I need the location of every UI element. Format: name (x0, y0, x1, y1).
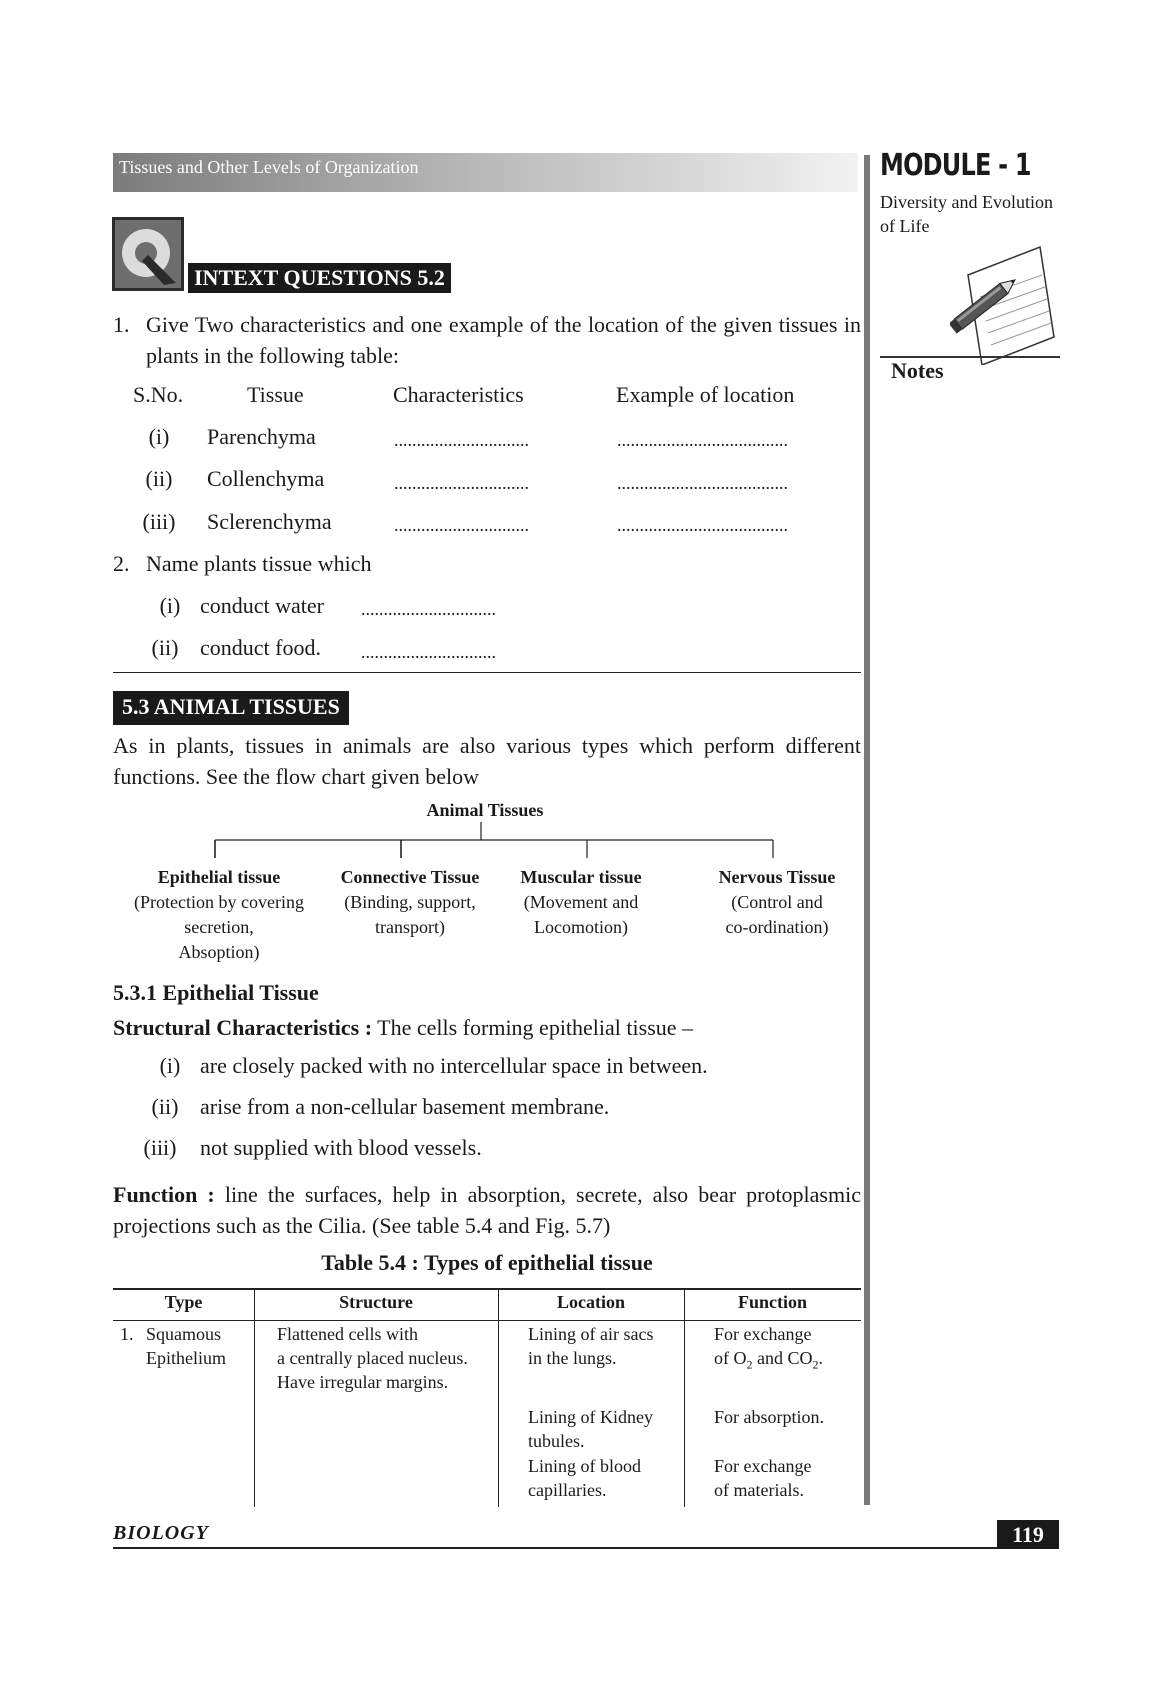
table-column-rule (254, 1289, 255, 1507)
question-1 (113, 309, 861, 371)
branch-desc: Locomotion) (534, 917, 628, 937)
branch-title: Nervous Tissue (718, 867, 836, 887)
section-title: 5.3 ANIMAL TISSUES (113, 691, 349, 725)
col-header-characteristics: Characteristics (393, 382, 524, 407)
answer-blank: ...................................... (617, 515, 788, 535)
branch-desc: secretion, (184, 917, 254, 937)
col-header-sno: S.No. (133, 382, 184, 407)
text-fragment: of O (714, 1348, 747, 1368)
row-tissue: Collenchyma (207, 466, 325, 491)
table-header-function: Function (737, 1292, 807, 1312)
footer-subject: BIOLOGY (113, 1522, 209, 1544)
branch-desc: (Binding, support, (344, 892, 476, 912)
cell-line: Squamous (146, 1324, 222, 1344)
cell-line: Lining of blood (528, 1456, 641, 1476)
section-divider (113, 672, 861, 673)
module-title: MODULE - 1 (880, 148, 1031, 183)
cell-function-3 (714, 1454, 811, 1502)
question-2-number: 2. (113, 551, 130, 576)
text-fragment: . (818, 1348, 823, 1368)
cell-line: a centrally placed nucleus. (277, 1348, 468, 1368)
cell-function-1 (714, 1322, 823, 1377)
flowchart-root: Animal Tissues (426, 800, 544, 820)
cell-type-number: 1. (120, 1324, 134, 1344)
table-header-location: Location (556, 1292, 625, 1312)
structural-label: Structural Characteristics : (113, 1015, 373, 1040)
branch-desc: (Movement and (523, 892, 639, 912)
structural-characteristics (113, 1012, 693, 1043)
subscript: 2 (746, 1357, 753, 1372)
flowchart-branch-epithelial (124, 865, 314, 965)
branch-desc: Absoption) (178, 942, 260, 962)
cell-structure (277, 1322, 468, 1394)
table-header-rule (113, 1320, 861, 1321)
cell-function-2: For absorption. (714, 1407, 824, 1427)
cell-location-2 (528, 1405, 653, 1453)
flowchart-branch-muscular (486, 865, 676, 940)
cell-line: capillaries. (528, 1480, 607, 1500)
cell-line: Lining of air sacs (528, 1324, 654, 1344)
cell-line: Epithelium (146, 1348, 226, 1368)
branch-title: Epithelial tissue (157, 867, 281, 887)
col-header-location: Example of location (616, 382, 795, 407)
point-number: (ii) (151, 1094, 179, 1119)
branch-desc: transport) (375, 917, 445, 937)
q2-item-text: conduct food. (200, 635, 321, 660)
cell-line: For exchange (714, 1456, 812, 1476)
function-label: Function : (113, 1182, 215, 1207)
running-header-title: Tissues and Other Levels of Organization (119, 157, 419, 177)
table-header-type: Type (164, 1292, 203, 1312)
table-column-rule (684, 1289, 685, 1507)
table-top-rule (113, 1288, 861, 1290)
q2-item-number: (ii) (151, 635, 179, 660)
flowchart-connectors (0, 820, 870, 864)
answer-blank: .............................. (394, 515, 529, 535)
module-subtitle: Diversity and Evolution of Life (880, 192, 1053, 236)
intext-questions-title: INTEXT QUESTIONS 5.2 (188, 263, 451, 293)
cell-line: Lining of Kidney (528, 1407, 653, 1427)
answer-blank: .............................. (361, 642, 496, 662)
cell-line: Have irregular margins. (277, 1372, 449, 1392)
notes-label: Notes (891, 358, 944, 383)
question-2-text: Name plants tissue which (146, 551, 372, 576)
answer-blank: .............................. (394, 473, 529, 493)
row-number: (iii) (142, 509, 176, 534)
function-paragraph (113, 1179, 861, 1241)
footer-rule (113, 1547, 1058, 1549)
point-number: (iii) (143, 1135, 177, 1160)
question-icon (112, 217, 184, 291)
flowchart-branch-nervous (682, 865, 872, 940)
structural-text: The cells forming epithelial tissue – (377, 1015, 694, 1040)
text-fragment: and CO (752, 1348, 813, 1368)
cell-line: in the lungs. (528, 1348, 617, 1368)
point-number: (i) (159, 1053, 181, 1078)
cell-line: For exchange (714, 1324, 812, 1344)
cell-type (146, 1322, 226, 1370)
answer-blank: .............................. (361, 599, 496, 619)
row-tissue: Sclerenchyma (207, 509, 332, 534)
answer-blank: ...................................... (617, 430, 788, 450)
point-text: are closely packed with no intercellular space in between. (200, 1053, 708, 1078)
q2-item-number: (i) (159, 593, 181, 618)
point-text: arise from a non-cellular basement membrane. (200, 1094, 610, 1119)
col-header-tissue: Tissue (247, 382, 304, 407)
cell-line: tubules. (528, 1431, 585, 1451)
cell-location-1 (528, 1322, 653, 1370)
branch-desc: (Control and (731, 892, 823, 912)
row-number: (ii) (145, 466, 173, 491)
section-intro: As in plants, tissues in animals are also various types which perform different functions. See the flow chart given below (113, 733, 861, 789)
subscript: 2 (812, 1357, 819, 1372)
row-number: (i) (148, 424, 170, 449)
function-text: line the surfaces, help in absorption, secrete, also bear protoplasmic projections such as the Cilia. (See table 5.4 and Fig. 5.7) (113, 1182, 861, 1238)
notes-pencil-icon (950, 245, 1060, 370)
table-column-rule (498, 1289, 499, 1507)
cell-line (714, 1346, 823, 1377)
branch-title: Muscular tissue (520, 867, 642, 887)
point-text: not supplied with blood vessels. (200, 1135, 482, 1160)
cell-line: of materials. (714, 1480, 804, 1500)
branch-desc: (Protection by covering (134, 892, 304, 912)
branch-title: Connective Tissue (340, 867, 480, 887)
branch-desc: co-ordination) (725, 917, 829, 937)
subsection-title: 5.3.1 Epithelial Tissue (113, 980, 319, 1005)
row-tissue: Parenchyma (207, 424, 316, 449)
cell-location-3 (528, 1454, 641, 1502)
flowchart-branch-connective (315, 865, 505, 940)
table-header-structure: Structure (339, 1292, 413, 1312)
q2-item-text: conduct water (200, 593, 324, 618)
answer-blank: ...................................... (617, 473, 788, 493)
cell-line: Flattened cells with (277, 1324, 418, 1344)
page-number: 119 (997, 1520, 1059, 1549)
table-caption: Table 5.4 : Types of epithelial tissue (321, 1250, 653, 1275)
answer-blank: .............................. (394, 430, 529, 450)
question-text: Give Two characteristics and one example of the location of the given tissues in plants in the following table: (146, 312, 861, 368)
question-number: 1. (113, 312, 130, 337)
